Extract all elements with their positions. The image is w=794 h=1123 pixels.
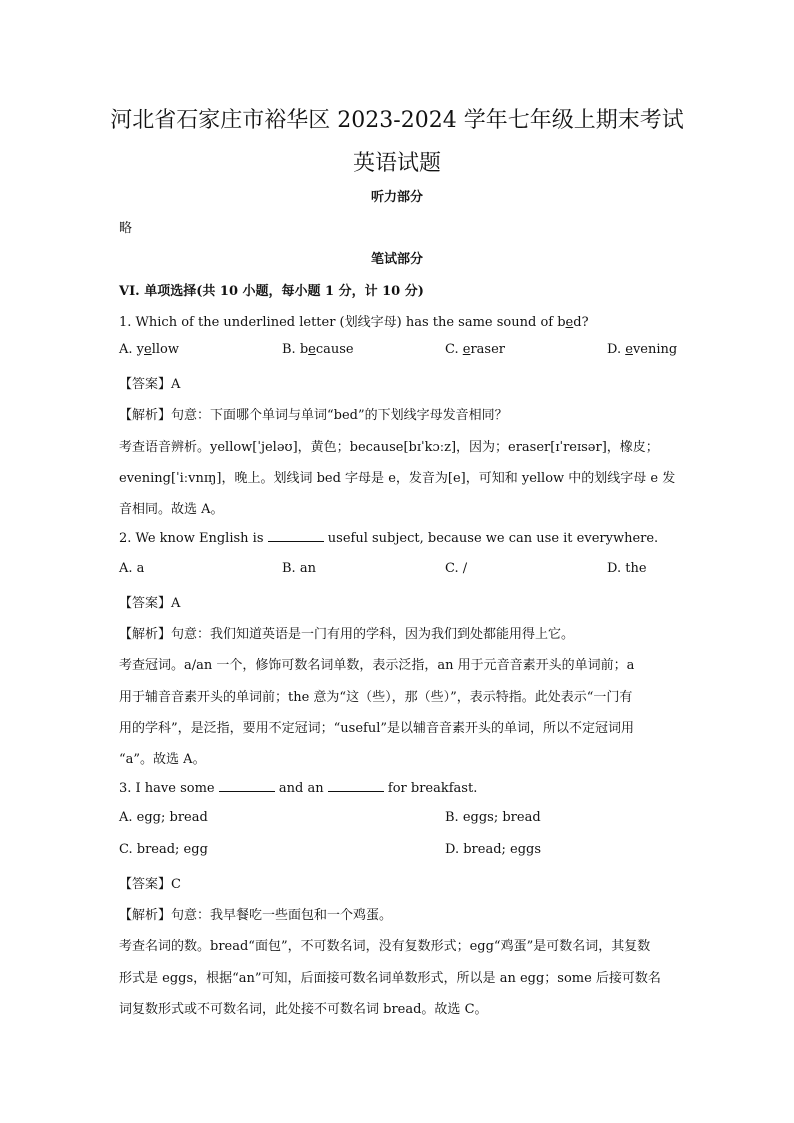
q3-answer: 【答案】C — [119, 877, 181, 892]
q3-option-a: A. egg; bread — [119, 810, 208, 825]
q1-option-d: D. evening — [607, 342, 678, 357]
q3-option-c: C. bread; egg — [119, 842, 208, 857]
page-subtitle: 英语试题 — [352, 151, 441, 176]
written-heading: 笔试部分 — [370, 252, 423, 267]
q1-option-c: C. eraser — [445, 342, 505, 357]
listening-note: 略 — [119, 221, 133, 236]
q2-option-b: B. an — [282, 561, 316, 576]
q2-option-d: D. the — [607, 561, 647, 576]
q1-option-b: B. because — [282, 342, 354, 357]
question-1-stem: 1. Which of the underlined letter (划线字母) has the same sound of bed? — [119, 315, 589, 330]
q1-answer: 【答案】A — [119, 377, 181, 392]
question-3-stem: 3. I have some and an for breakfast. — [119, 781, 478, 796]
q2-option-a: A. a — [119, 561, 145, 576]
q1-analysis-line-4: 音相同。故选 A。 — [119, 502, 224, 517]
q2-analysis-line-2: 考查冠词。a/an 一个，修饰可数名词单数，表示泛指，an 用于元音音素开头的单词前；a — [119, 658, 635, 673]
listening-heading: 听力部分 — [370, 190, 423, 205]
question-2-stem: 2. We know English is useful subject, because we can use it everywhere. — [119, 531, 659, 546]
q2-analysis-line-3: 用于辅音音素开头的单词前；the 意为“这（些），那（些）”，表示特指。此处表示“一门有 — [119, 690, 633, 705]
q1-analysis-line-2: 考查语音辨析。yellow[ˈjeləʊ]，黄色；because[bɪˈkɔːz]，因为；eraser[ɪˈreɪsər]，橡皮； — [119, 440, 659, 455]
q3-analysis-line-1: 【解析】句意：我早餐吃一些面包和一个鸡蛋。 — [119, 908, 393, 923]
q3-analysis-line-2: 考查名词的数。bread“面包”，不可数名词，没有复数形式；egg“鸡蛋”是可数名词，其复数 — [119, 939, 651, 954]
q1-analysis-line-3: evening[ˈiːvnɪŋ]，晚上。划线词 bed 字母是 e，发音为[e]，可知和 yellow 中的划线字母 e 发 — [119, 471, 676, 486]
answer-blank-2 — [328, 779, 384, 792]
answer-blank — [268, 529, 324, 542]
q2-option-c: C. / — [445, 561, 468, 576]
q2-analysis-line-5: “a”。故选 A。 — [119, 752, 206, 767]
q3-analysis-line-4: 词复数形式或不可数名词，此处接不可数名词 bread。故选 C。 — [119, 1002, 488, 1017]
q3-analysis-line-3: 形式是 eggs，根据“an”可知，后面接可数名词单数形式，所以是 an egg；some 后接可数名 — [119, 971, 661, 986]
q1-analysis-line-1: 【解析】句意：下面哪个单词与单词“bed”的下划线字母发音相同？ — [119, 408, 508, 423]
q2-answer: 【答案】A — [119, 596, 181, 611]
q3-option-b: B. eggs; bread — [445, 810, 541, 825]
page-title: 河北省石家庄市裕华区 2023-2024 学年七年级上期末考试 — [110, 108, 684, 133]
q2-analysis-line-1: 【解析】句意：我们知道英语是一门有用的学科，因为我们到处都能用得上它。 — [119, 627, 575, 642]
q1-option-a: A. yellow — [119, 342, 179, 357]
q2-analysis-line-4: 用的学科”，是泛指，要用不定冠词；“useful”是以辅音音素开头的单词，所以不定冠词用 — [119, 721, 635, 736]
answer-blank-1 — [219, 779, 275, 792]
part-heading: VI. 单项选择(共 10 小题，每小题 1 分，计 10 分) — [119, 284, 424, 299]
q3-option-d: D. bread; eggs — [445, 842, 542, 857]
